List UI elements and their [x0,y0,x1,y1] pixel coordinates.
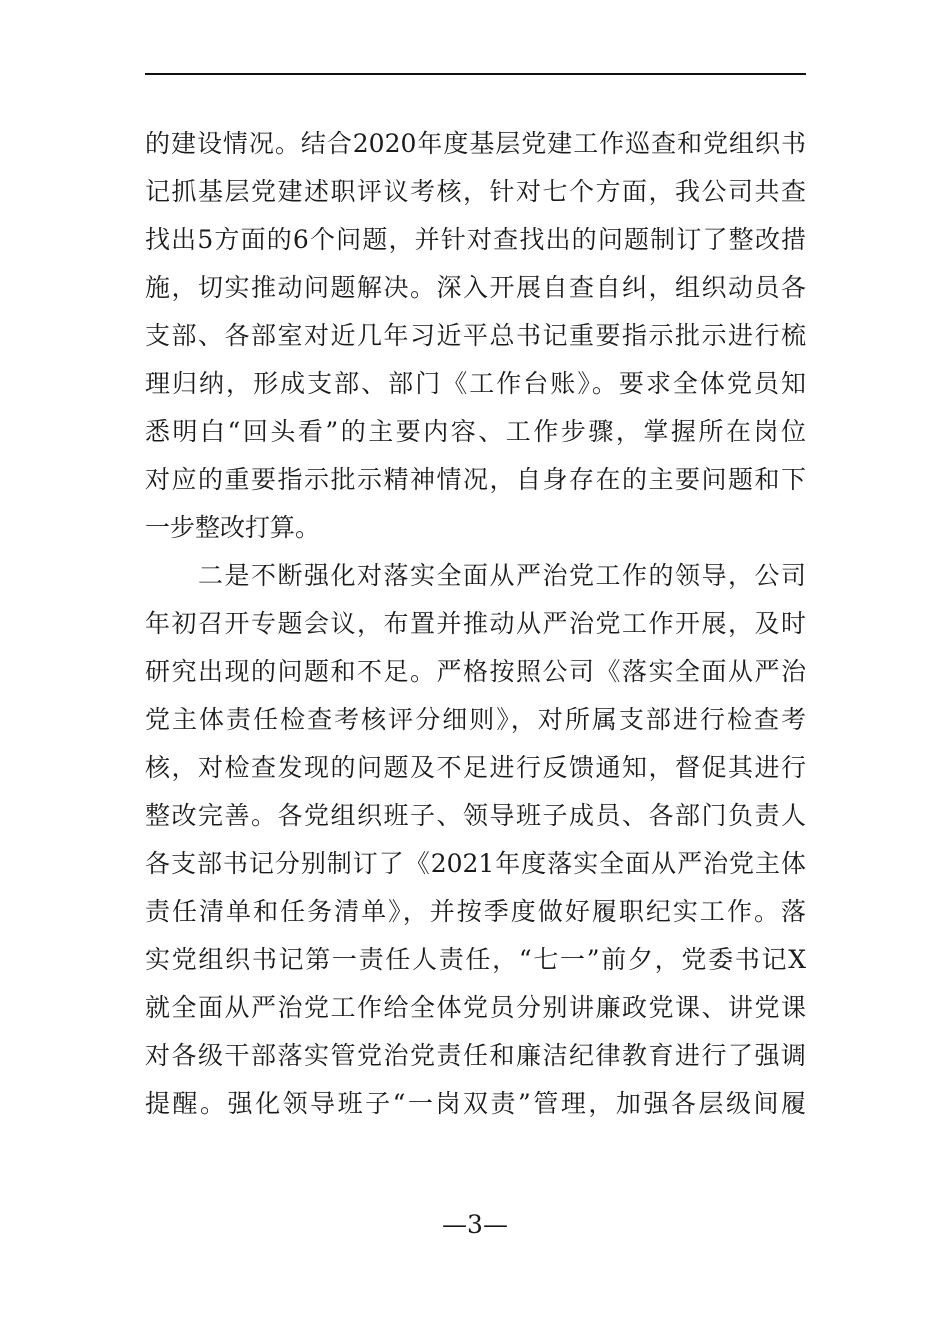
text-line: 就全面从严治党工作给全体党员分别讲廉政党课、讲党课 [145,993,806,1022]
header-rule [145,73,806,75]
text-line: 核，对检查发现的问题及不足进行反馈通知，督促其进行 [145,753,806,782]
paragraph-start-line: 二是不断强化对落实全面从严治党工作的领导，公司 [145,561,806,590]
text-line: 施，切实推动问题解决。深入开展自查自纠，组织动员各 [145,273,806,302]
text-line: 的建设情况。结合2020年度基层党建工作巡查和党组织书 [145,129,806,158]
text-line: 对各级干部落实管党治党责任和廉洁纪律教育进行了强调 [145,1041,806,1070]
text-line: 责任清单和任务清单》，并按季度做好履职纪实工作。落 [145,897,806,926]
text-line: 记抓基层党建述职评议考核，针对七个方面，我公司共查 [145,177,806,206]
text-line: 支部、各部室对近几年习近平总书记重要指示批示进行梳 [145,321,806,350]
text-line: 整改完善。各党组织班子、领导班子成员、各部门负责人 [145,801,806,830]
text-line: 提醒。强化领导班子“一岗双责”管理，加强各层级间履 [145,1089,806,1118]
text-line: 党主体责任检查考核评分细则》，对所属支部进行检查考 [145,705,806,734]
page-number: —3— [442,1210,508,1239]
text-line: 研究出现的问题和不足。严格按照公司《落实全面从严治 [145,657,806,686]
text-line: 理归纳，形成支部、部门《工作台账》。要求全体党员知 [145,369,806,398]
text-line: 各支部书记分别制订了《2021年度落实全面从严治党主体 [145,849,806,878]
text-line: 悉明白“回头看”的主要内容、工作步骤，掌握所在岗位 [145,417,806,446]
text-line: 一步整改打算。 [145,513,321,542]
text-line: 对应的重要指示批示精神情况，自身存在的主要问题和下 [145,465,806,494]
text-line: 实党组织书记第一责任人责任，“七一”前夕，党委书记X [145,945,806,974]
text-line: 找出5方面的6个问题，并针对查找出的问题制订了整改措 [145,225,806,254]
text-line: 年初召开专题会议，布置并推动从严治党工作开展，及时 [145,609,806,638]
